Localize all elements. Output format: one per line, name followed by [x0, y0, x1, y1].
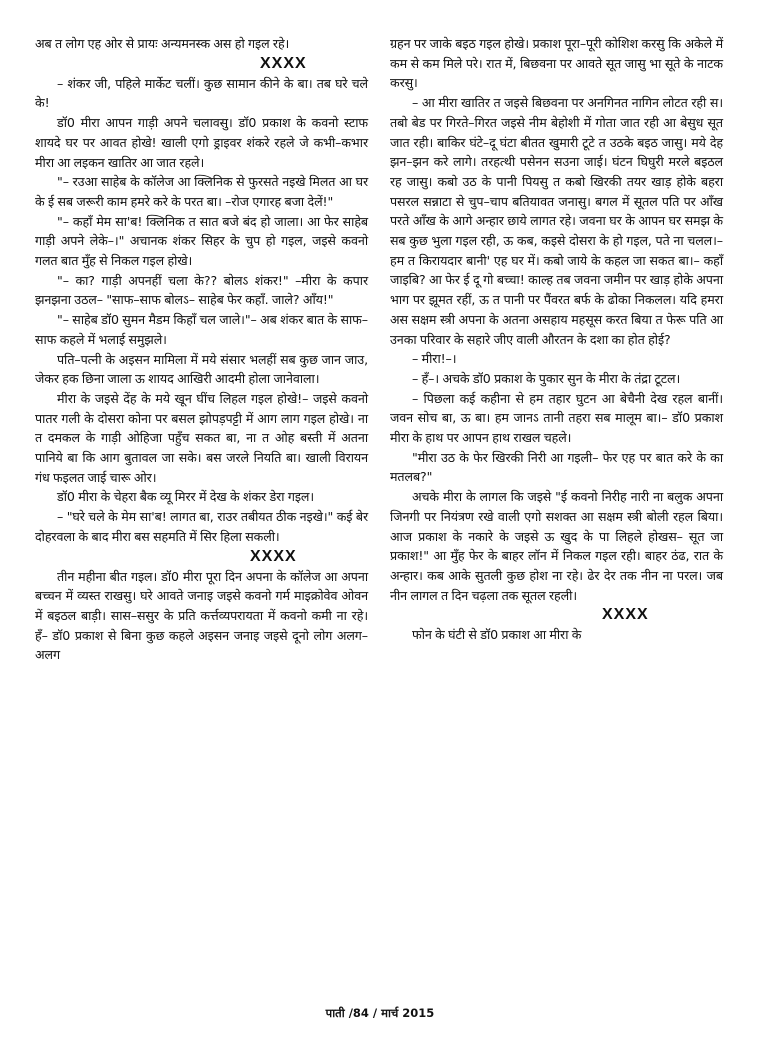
paragraph: – "घरे चले के मेम सा'ब! लागत बा, राउर तबीयत ठीक नइखे।" कई बेर दोहरवला के बाद मीरा बस सहमति में सिर हिला सकली। [35, 509, 368, 544]
paragraph: पति–पत्नी के अइसन मामिला में मये संसार भलहीं सब कुछ जान जाउ, जेकर हक छिना जाला ऊ शायद आखिरी आदमी होला जानेवाला। [35, 351, 368, 387]
paragraph: – आ मीरा खातिर त जइसे बिछवना पर अनगिनत नागिन लोटत रही स। तबो बेड पर गिरते–गिरत जइसे नीम बेहोशी में गोता जात रही आ बेसुध सूत जात रही। बाकिर घंटे–दू घंटा बीतत खुमारी टूटे त उठके बइठ जासु। मये देह झन–झन करे लागे। तरहत्थी पसेनन सउना जाई। घंटन घिघुरी मरले बइठल रह जासु। कबो उठ के पानी पियसु त कबो खिरकी तयर खाड़ होके बहरा पसरल सन्नाटा से चुप–चाप बतियावत जनासु। बगल में सूतल पति पर आँख परते आँख के आगे अन्हार छाये लागत रहे। जवना घर के आपन घर समझ के सब कुछ भुला गइल रही, ऊ कब, कइसे दोसरा के हो गइल, पते ना चलल।– हम त किरायदार बानी' एह घर में। कबो जाये के कहल जा सकत बा।– कहाँ जाइबि? आ फेर ई दू गो बच्चा! काल्ह तब जवना जमीन पर खाड़ होके अपना भाग पर झूमत रहीं, ऊ त पानी पर पैंवरत बर्फ के ढोका निकलल। यदि हमरा अस सक्षम स्त्री अपना के अतना असहाय महसूस करत बिया त फेरू पति आ उनका परिवार के सहारे जीए वाली औरतन के दशा का होत होई? [390, 95, 723, 347]
paragraph: डॉ0 मीरा के चेहरा बैक व्यू मिरर में देख के शंकर डेरा गइल। [57, 489, 315, 505]
paragraph: फोन के घंटी से डॉ0 प्रकाश आ मीरा के [412, 627, 582, 643]
page-footer: पाती /84 / मार्च 2015 [325, 1006, 435, 1020]
paragraph: मीरा के जइसे देंह के मये खून घींच लिहल गइल होखे!– जइसे कवनो पातर गली के दोसरा कोना पर बसल झोपड़पट्टी में आग लाग गइल होखे। ना त दमकल के गाड़ी ओहिजा पहुँच सकत बा, ना त ओह बस्ती में अतना पानिये बा कि आग बुतावल जा सके। बस जरले नियति बा। खाली विरायन गंध फइलत जाई चारू ओर। [35, 390, 368, 485]
paragraph: – हँ–। अचके डॉ0 प्रकाश के पुकार सुन के मीरा के तंद्रा टूटल। [412, 370, 681, 386]
section-separator: XXXX [250, 547, 297, 565]
paragraph: "मीरा उठ के फेर खिरकी निरी आ गइली– फेर एह पर बात करे के का मतलब?" [390, 449, 723, 485]
paragraph: अब त लोग एह ओर से प्रायः अन्यमनस्क अस हो गइल रहे। [35, 36, 290, 51]
section-separator: XXXX [260, 54, 307, 72]
left-column [35, 34, 368, 665]
paragraph: डॉ0 मीरा आपन गाड़ी अपने चलावसु। डॉ0 प्रकाश के कवनो स्टाफ शायदे घर पर आवत होखे! खाली एगो ड्राइवर शंकरे रहले जे कभी–कभार मीरा आ लइकन खातिर आ जात रहले। [35, 115, 368, 170]
paragraph: – मीरा!–। [412, 351, 457, 367]
paragraph: "– रउआ साहेब के कॉलेज आ क्लिनिक से फुरसते नइखे मिलत आ घर के ई सब जरूरी काम हमरे करे के परत बा। –रोज एगारह बजा देलें!" [35, 174, 368, 209]
section-separator: XXXX [602, 606, 649, 624]
paragraph: ग्रहन पर जाके बइठ गइल होखे। प्रकाश पूरा–पूरी कोशिश करसु कि अकेले में कम से कम मिले परे। रात में, बिछवना पर आवते सूत जासु भा सूते के नाटक करसु। [390, 36, 723, 91]
paragraph: "– कहाँ मेम सा'ब! क्लिनिक त सात बजे बंद हो जाला। आ फेर साहेब गाड़ी अपने लेके–।" अचानक शंकर सिहर के चुप हो गइल, जइसे कवनो गलत बात मुँह से निकल गइल होखे। [35, 213, 368, 269]
paragraph: – शंकर जी, पहिले मार्केट चलीं। कुछ सामान कीने के बा। तब घरे चले के! [35, 75, 368, 111]
paragraph: "– साहेब डॉ0 सुमन मैडम किहाँ चल जाले।"– अब शंकर बात के साफ–साफ कहले में भलाई समुझले। [35, 312, 368, 347]
paragraph: – पिछला कई कहीना से हम तहार घुटन आ बेचैनी देख रहल बानीं। जवन सोच बा, ऊ बा। हम जानऽ तानी तहरा सब मालूम बा।– डॉ0 प्रकाश मीरा के हाथ पर आपन हाथ राखल चहले। [390, 390, 723, 446]
paragraph: तीन महीना बीत गइल। डॉ0 मीरा पूरा दिन अपना के कॉलेज आ अपना बच्चन में व्यस्त राखसु। घरे आवते जनाइ जइसे कवनो गर्म माइक्रोवेव ओवन में बइठल बाड़ी। सास–ससुर के प्रति कर्त्तव्यपरायता में कवनो कमी ना रहे। हँ– डॉ0 प्रकाश से बिना कुछ कहले अइसन जनाइ जइसे दूनो लोग अलग–अलग [35, 568, 368, 663]
paragraph: अचके मीरा के लागल कि जइसे "ई कवनो निरीह नारी ना बलुक अपना जिनगी पर नियंत्रण रखे वाली एगो सशक्त आ सक्षम स्त्री बोली रहल बिया। आज प्रकाश के नकारे के जइसे ऊ खुद के पा लिहले होखस– सूत जा प्रकाश!" आ मुँह फेर के बाहर लॉन में निकल गइल रही। बाहर ठंढ, रात के अन्हार। कब आके सुतली कुछ होश ना रहे। ढेर देर तक नीन ना परल। जब नीन लागल त दिन चढ़ला तक सूतल रहली। [390, 489, 723, 603]
paragraph: "– का? गाड़ी अपनहीं चला के?? बोलऽ शंकर!" –मीरा के कपार झनझना उठल– "साफ–साफ बोलऽ– साहेब फेर कहाँ. जाले? आँय!" [35, 272, 368, 308]
right-column [390, 34, 723, 645]
